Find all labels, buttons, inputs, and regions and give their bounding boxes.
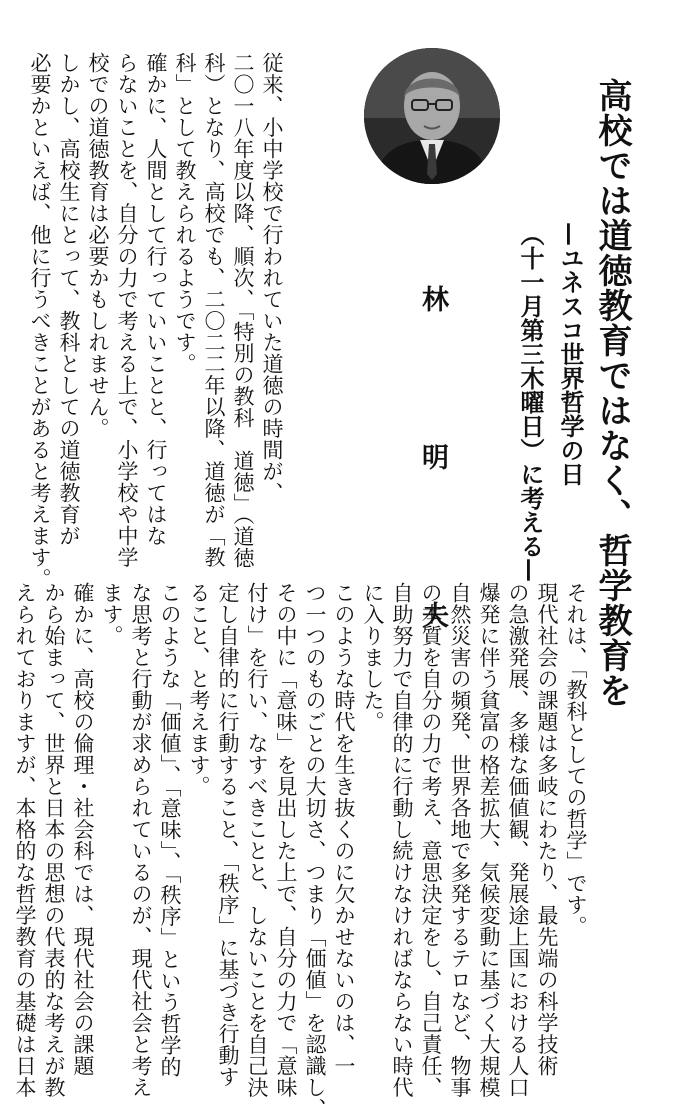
body-line: 確かに、人間として行っていいことと、行ってはな: [144, 52, 168, 547]
body-line: 付け」を行い、なすべきことと、しないことを自己決: [245, 582, 269, 1098]
body-line: 定し自律的に行動すること、「秩序」に基づき行動す: [216, 582, 240, 1088]
body-line: から始まって、世界と日本の思想の代表的な考えが教: [42, 582, 66, 1098]
article-title: 高校では道徳教育ではなく、哲学教育を: [592, 78, 632, 708]
body-line: の本質を自分の力で考え、意思決定をし、自己責任、: [419, 582, 443, 1098]
author-portrait: [364, 48, 500, 184]
body-line: ます。: [100, 582, 124, 647]
body-line: らないことを、自分の力で考える上で、小学校や中学: [115, 52, 139, 568]
body-line: しかし、高校生にとって、教科としての道徳教育が: [57, 52, 81, 547]
portrait-image: [364, 48, 500, 184]
body-line: このような「価値」、「意味」、「秩序」という哲学的: [158, 582, 182, 1078]
subtitle-line-2: （十一月第三木曜日）に考える—: [516, 222, 545, 582]
subtitle-line-1: —ユネスコ世界哲学の日: [556, 222, 585, 486]
author-name: 林 明 夫: [417, 285, 448, 680]
body-line: このような時代を生き抜くのに欠かせないのは、一: [332, 582, 356, 1077]
body-line: 自然災害の頻発、世界各地で多発するテロなど、物事: [448, 582, 472, 1098]
body-line: の急激発展、多様な価値観、発展途上国における人口: [506, 582, 530, 1098]
body-text-upper: [25, 52, 286, 590]
body-line: な思考と行動が求められているのが、現代社会と考え: [129, 582, 153, 1098]
body-line: 爆発に伴う貧富の格差拡大、気候変動に基づく大規模: [477, 582, 501, 1098]
body-line: 校での道徳教育は必要かもしれません。: [86, 52, 110, 439]
body-line: ること、と考えます。: [187, 582, 211, 797]
body-line: その中に「意味」を見出した上で、自分の力で「意味: [274, 582, 298, 1098]
body-line: に入りました。: [361, 582, 385, 733]
body-line: 二〇一八年度以降、順次、「特別の教科 道徳」（道徳: [231, 52, 255, 569]
body-line: えられておりますが、本格的な哲学教育の基礎は日本: [13, 582, 37, 1098]
body-line: 確かに、高校の倫理・社会科では、現代社会の課題: [71, 582, 95, 1077]
body-line: 自助努力で自律的に行動し続けなければならない時代: [390, 582, 414, 1098]
body-line: 必要かといえば、他に行うべきことがあると考えます。: [28, 52, 52, 590]
body-line: つ一つのものごとの大切さ、つまり「価値」を認識し、: [303, 582, 327, 1120]
body-line: 科）となり、高校でも、二〇二二年以降、道徳が「教: [202, 52, 226, 568]
body-line: 科」として教えられるようです。: [173, 52, 197, 375]
body-line: それは、「教科としての哲学」です。: [564, 582, 588, 937]
article-subtitle: [510, 222, 590, 582]
body-text-lower: [10, 582, 590, 1120]
body-line: 従来、小中学校で行われていた道徳の時間が、: [260, 52, 284, 504]
body-line: 現代社会の課題は多岐にわたり、最先端の科学技術: [535, 582, 559, 1077]
